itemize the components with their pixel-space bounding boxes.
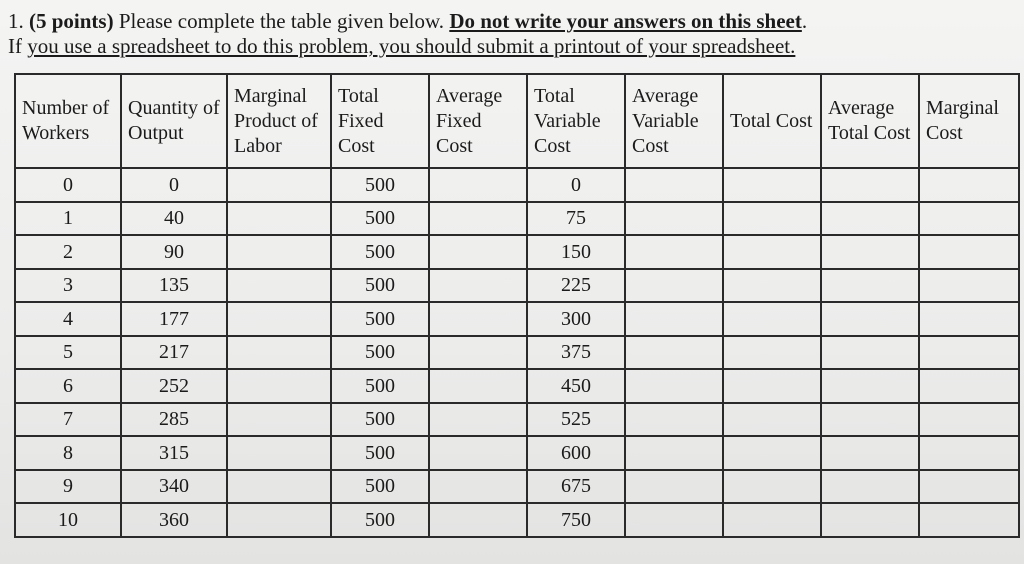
afc-cell (429, 436, 527, 470)
avc-cell (625, 202, 723, 236)
mc-cell (919, 369, 1019, 403)
tvc-cell: 750 (527, 503, 625, 537)
afc-cell (429, 202, 527, 236)
table-row (15, 336, 1019, 370)
output-cell: 90 (121, 235, 227, 269)
table-row (15, 403, 1019, 437)
mpl-cell (227, 168, 331, 202)
workers-cell: 10 (15, 503, 121, 537)
table-header-row (15, 74, 1019, 168)
tfc-cell: 500 (331, 436, 429, 470)
avc-cell (625, 403, 723, 437)
mpl-cell (227, 436, 331, 470)
avc-cell (625, 503, 723, 537)
tvc-cell: 225 (527, 269, 625, 303)
tfc-cell: 500 (331, 168, 429, 202)
atc-cell (821, 403, 919, 437)
mpl-cell (227, 336, 331, 370)
workers-cell: 1 (15, 202, 121, 236)
header-marginal-product-of-labor: Marginal Product of Labor (227, 74, 331, 168)
tfc-cell: 500 (331, 269, 429, 303)
tfc-cell: 500 (331, 503, 429, 537)
workers-cell: 3 (15, 269, 121, 303)
tvc-cell: 300 (527, 302, 625, 336)
avc-cell (625, 470, 723, 504)
mpl-cell (227, 503, 331, 537)
table-row (15, 235, 1019, 269)
output-cell: 40 (121, 202, 227, 236)
problem-period: . (801, 9, 808, 33)
workers-cell: 2 (15, 235, 121, 269)
heading-line-2 (8, 33, 807, 59)
table-row (15, 168, 1019, 202)
atc-cell (821, 436, 919, 470)
tc-cell (723, 202, 821, 236)
atc-cell (821, 235, 919, 269)
output-cell: 135 (121, 269, 227, 303)
header-total-fixed-cost: Total Fixed Cost (331, 74, 429, 168)
tvc-cell: 450 (527, 369, 625, 403)
tfc-cell: 500 (331, 336, 429, 370)
avc-cell (625, 302, 723, 336)
tc-cell (723, 470, 821, 504)
mc-cell (919, 235, 1019, 269)
output-cell: 0 (121, 168, 227, 202)
afc-cell (429, 470, 527, 504)
workers-cell: 5 (15, 336, 121, 370)
heading-line-1 (8, 8, 807, 34)
problem-number: 1. (8, 9, 24, 33)
output-cell: 177 (121, 302, 227, 336)
output-cell: 340 (121, 470, 227, 504)
mc-cell (919, 403, 1019, 437)
tvc-cell: 375 (527, 336, 625, 370)
mc-cell (919, 269, 1019, 303)
table-row (15, 369, 1019, 403)
afc-cell (429, 168, 527, 202)
problem-warning: Do not write your answers on this sheet (449, 9, 802, 33)
tc-cell (723, 403, 821, 437)
tvc-cell: 75 (527, 202, 625, 236)
mpl-cell (227, 235, 331, 269)
output-cell: 285 (121, 403, 227, 437)
mpl-cell (227, 269, 331, 303)
mpl-cell (227, 202, 331, 236)
tfc-cell: 500 (331, 369, 429, 403)
tvc-cell: 675 (527, 470, 625, 504)
atc-cell (821, 336, 919, 370)
tc-cell (723, 235, 821, 269)
header-marginal-cost: Marginal Cost (919, 74, 1019, 168)
header-total-variable-cost: Total Variable Cost (527, 74, 625, 168)
cost-table (14, 73, 1020, 538)
avc-cell (625, 336, 723, 370)
table-row (15, 503, 1019, 537)
mc-cell (919, 503, 1019, 537)
problem-spreadsheet-note: you use a spreadsheet to do this problem, you should submit a printout of your spreadsheet. (27, 34, 796, 58)
atc-cell (821, 470, 919, 504)
avc-cell (625, 235, 723, 269)
afc-cell (429, 403, 527, 437)
tc-cell (723, 436, 821, 470)
tvc-cell: 150 (527, 235, 625, 269)
workers-cell: 8 (15, 436, 121, 470)
mpl-cell (227, 302, 331, 336)
mc-cell (919, 168, 1019, 202)
afc-cell (429, 235, 527, 269)
header-average-variable-cost: Average Variable Cost (625, 74, 723, 168)
table-row (15, 269, 1019, 303)
tvc-cell: 600 (527, 436, 625, 470)
problem-intro: Please complete the table given below. (118, 9, 445, 33)
workers-cell: 9 (15, 470, 121, 504)
table-row (15, 302, 1019, 336)
afc-cell (429, 336, 527, 370)
header-number-of-workers: Number of Workers (15, 74, 121, 168)
atc-cell (821, 369, 919, 403)
workers-cell: 6 (15, 369, 121, 403)
workers-cell: 4 (15, 302, 121, 336)
atc-cell (821, 202, 919, 236)
tfc-cell: 500 (331, 202, 429, 236)
mc-cell (919, 436, 1019, 470)
mc-cell (919, 302, 1019, 336)
atc-cell (821, 269, 919, 303)
afc-cell (429, 269, 527, 303)
tc-cell (723, 369, 821, 403)
tvc-cell: 525 (527, 403, 625, 437)
output-cell: 360 (121, 503, 227, 537)
output-cell: 217 (121, 336, 227, 370)
mpl-cell (227, 403, 331, 437)
header-quantity-of-output: Quantity of Output (121, 74, 227, 168)
avc-cell (625, 168, 723, 202)
problem-heading (8, 8, 807, 59)
problem-points: (5 points) (29, 9, 114, 33)
avc-cell (625, 369, 723, 403)
afc-cell (429, 369, 527, 403)
problem-line2-prefix: If (8, 34, 22, 58)
tc-cell (723, 503, 821, 537)
avc-cell (625, 436, 723, 470)
mc-cell (919, 202, 1019, 236)
mc-cell (919, 336, 1019, 370)
tfc-cell: 500 (331, 235, 429, 269)
atc-cell (821, 503, 919, 537)
table-row (15, 202, 1019, 236)
mpl-cell (227, 470, 331, 504)
header-average-fixed-cost: Average Fixed Cost (429, 74, 527, 168)
tc-cell (723, 336, 821, 370)
table-row (15, 436, 1019, 470)
afc-cell (429, 302, 527, 336)
output-cell: 315 (121, 436, 227, 470)
header-total-cost: Total Cost (723, 74, 821, 168)
avc-cell (625, 269, 723, 303)
afc-cell (429, 503, 527, 537)
tfc-cell: 500 (331, 470, 429, 504)
workers-cell: 0 (15, 168, 121, 202)
tvc-cell: 0 (527, 168, 625, 202)
tfc-cell: 500 (331, 403, 429, 437)
tc-cell (723, 168, 821, 202)
tfc-cell: 500 (331, 302, 429, 336)
output-cell: 252 (121, 369, 227, 403)
atc-cell (821, 168, 919, 202)
header-average-total-cost: Average Total Cost (821, 74, 919, 168)
workers-cell: 7 (15, 403, 121, 437)
table-row (15, 470, 1019, 504)
tc-cell (723, 302, 821, 336)
tc-cell (723, 269, 821, 303)
mpl-cell (227, 369, 331, 403)
atc-cell (821, 302, 919, 336)
mc-cell (919, 470, 1019, 504)
